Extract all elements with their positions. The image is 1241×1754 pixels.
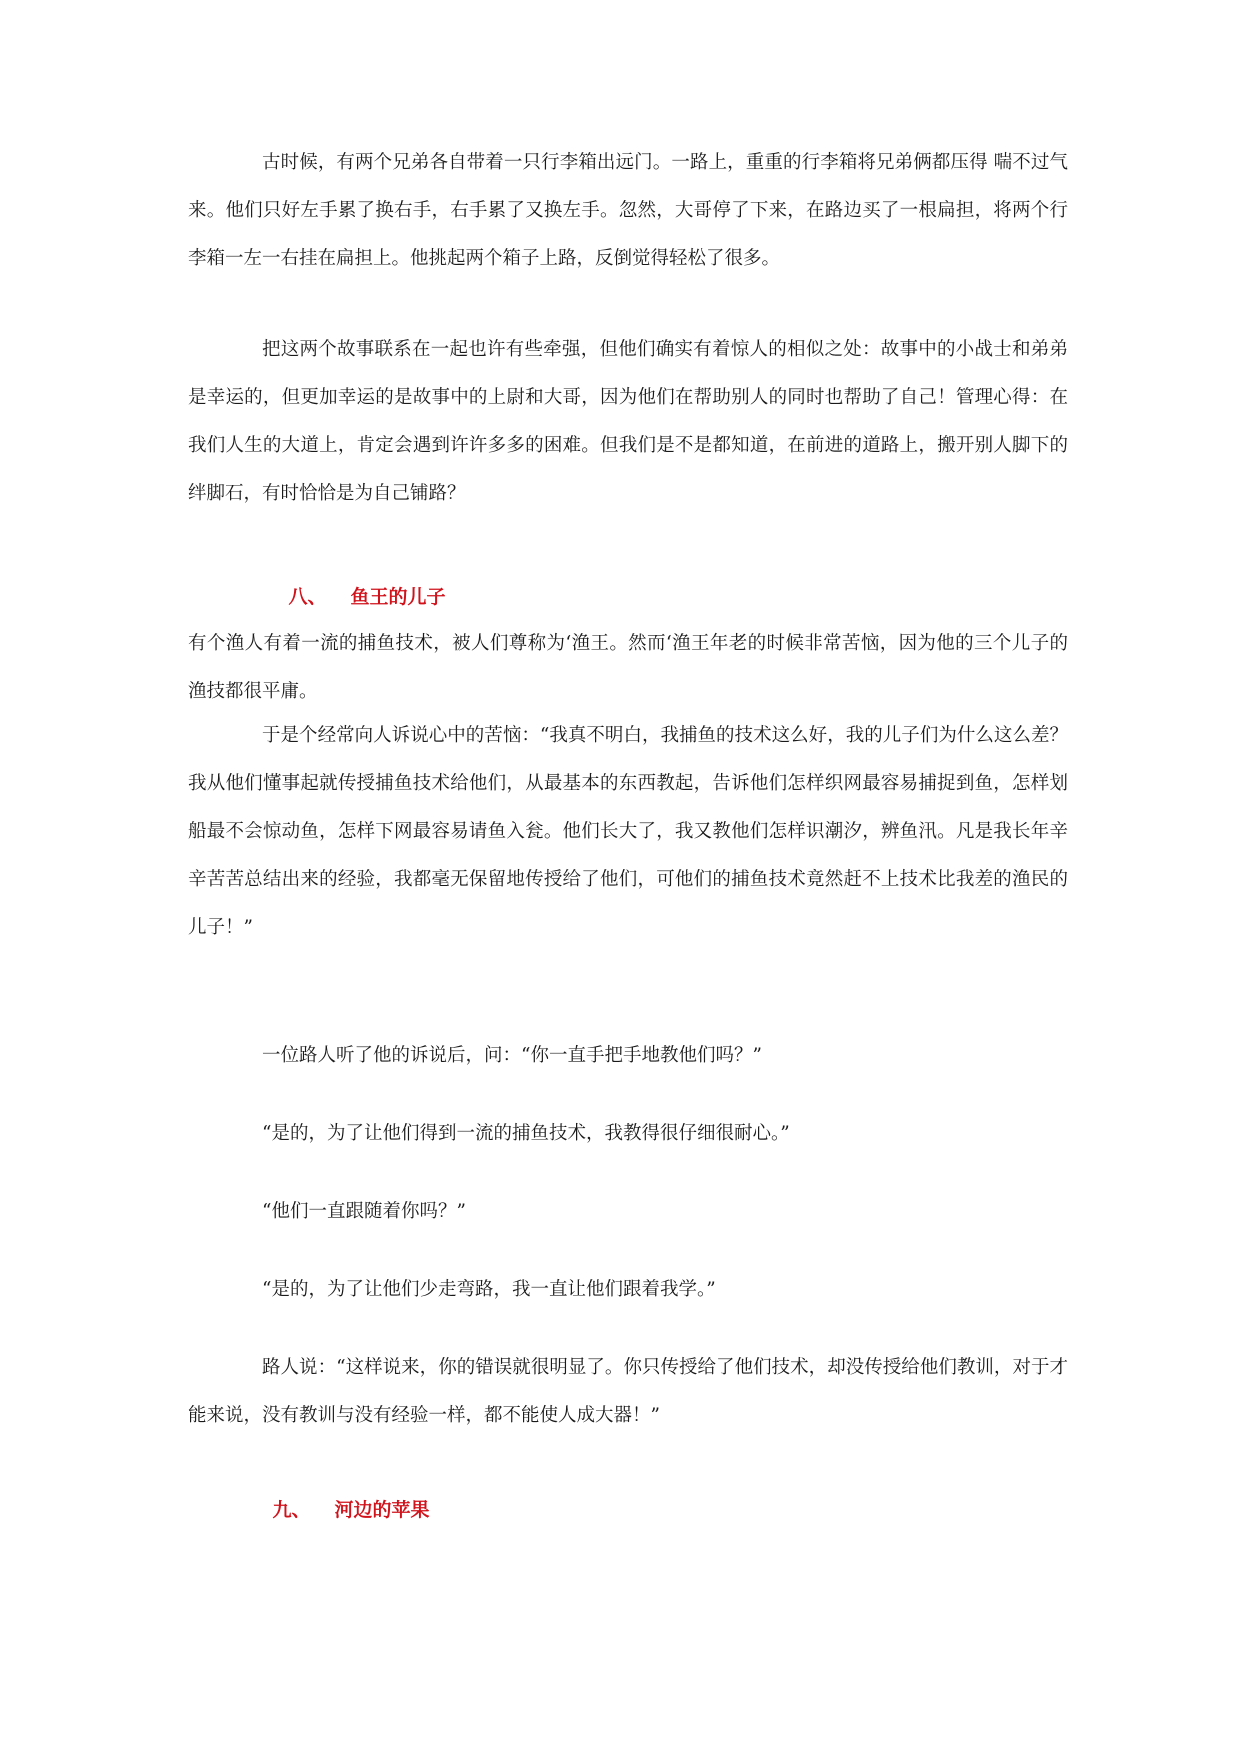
paragraph-fisherman-complaint: 于是个经常向人诉说心中的苦恼：“我真不明白，我捕鱼的技术这么好，我的儿子们为什么这么差？我从他们懂事起就传授捕鱼技术给他们，从最基本的东西教起，告诉他们怎样织网最容易捕捉到鱼，怎样划船最不会惊动鱼，怎样下网最容易请鱼入瓮。他们长大了，我又教他们怎样识潮汐，辨鱼汛。凡是我长年辛辛苦苦总结出来的经验，我都毫无保留地传授给了他们，可他们的捕鱼技术竟然赶不上技术比我差的渔民的儿子！” xyxy=(188,725,1068,938)
paragraph-passerby-question: 一位路人听了他的诉说后，问：“你一直手把手地教他们吗？” xyxy=(262,1045,762,1066)
paragraph-brothers-luggage: 古时候，有两个兄弟各自带着一只行李箱出远门。一路上，重重的行李箱将兄弟俩都压得 喘不过气来。他们只好左手累了换右手，右手累了又换左手。忽然，大哥停了下来，在路边买了一根扁担，将两个行李箱一左一右挂在扁担上。他挑起两个箱子上路，反倒觉得轻松了很多。 xyxy=(188,152,1068,269)
section-title: 鱼王的儿子 xyxy=(350,586,446,608)
paragraph-story-reflection: 把这两个故事联系在一起也许有些牵强，但他们确实有着惊人的相似之处：故事中的小战士和弟弟是幸运的，但更加幸运的是故事中的上尉和大哥，因为他们在帮助别人的同时也帮助了自己！管理心得：在我们人生的大道上，肯定会遇到许许多多的困难。但我们是不是都知道，在前进的道路上，搬开别人脚下的绊脚石，有时恰恰是为自己铺路？ xyxy=(188,339,1068,504)
paragraph-fisherman-intro: 有个渔人有着一流的捕鱼技术，被人们尊称为‘渔王。然而‘渔王年老的时候非常苦恼，因为他的三个儿子的渔技都很平庸。 xyxy=(188,633,1068,702)
section-title: 河边的苹果 xyxy=(334,1499,430,1521)
paragraph-answer-patient: “是的，为了让他们得到一流的捕鱼技术，我教得很仔细很耐心。” xyxy=(262,1123,790,1144)
paragraph-answer-follow: “是的，为了让他们少走弯路，我一直让他们跟着我学。” xyxy=(262,1279,716,1300)
paragraph-passerby-conclusion: 路人说：“这样说来，你的错误就很明显了。你只传授给了他们技术，却没传授给他们教训，对于才能来说，没有教训与没有经验一样，都不能使人成大器！” xyxy=(188,1357,1068,1426)
paragraph-question-follow: “他们一直跟随着你吗？” xyxy=(262,1201,466,1222)
section-number: 九、 xyxy=(272,1499,311,1521)
section-number: 八、 xyxy=(288,586,327,608)
section-heading-9 xyxy=(246,1465,430,1555)
